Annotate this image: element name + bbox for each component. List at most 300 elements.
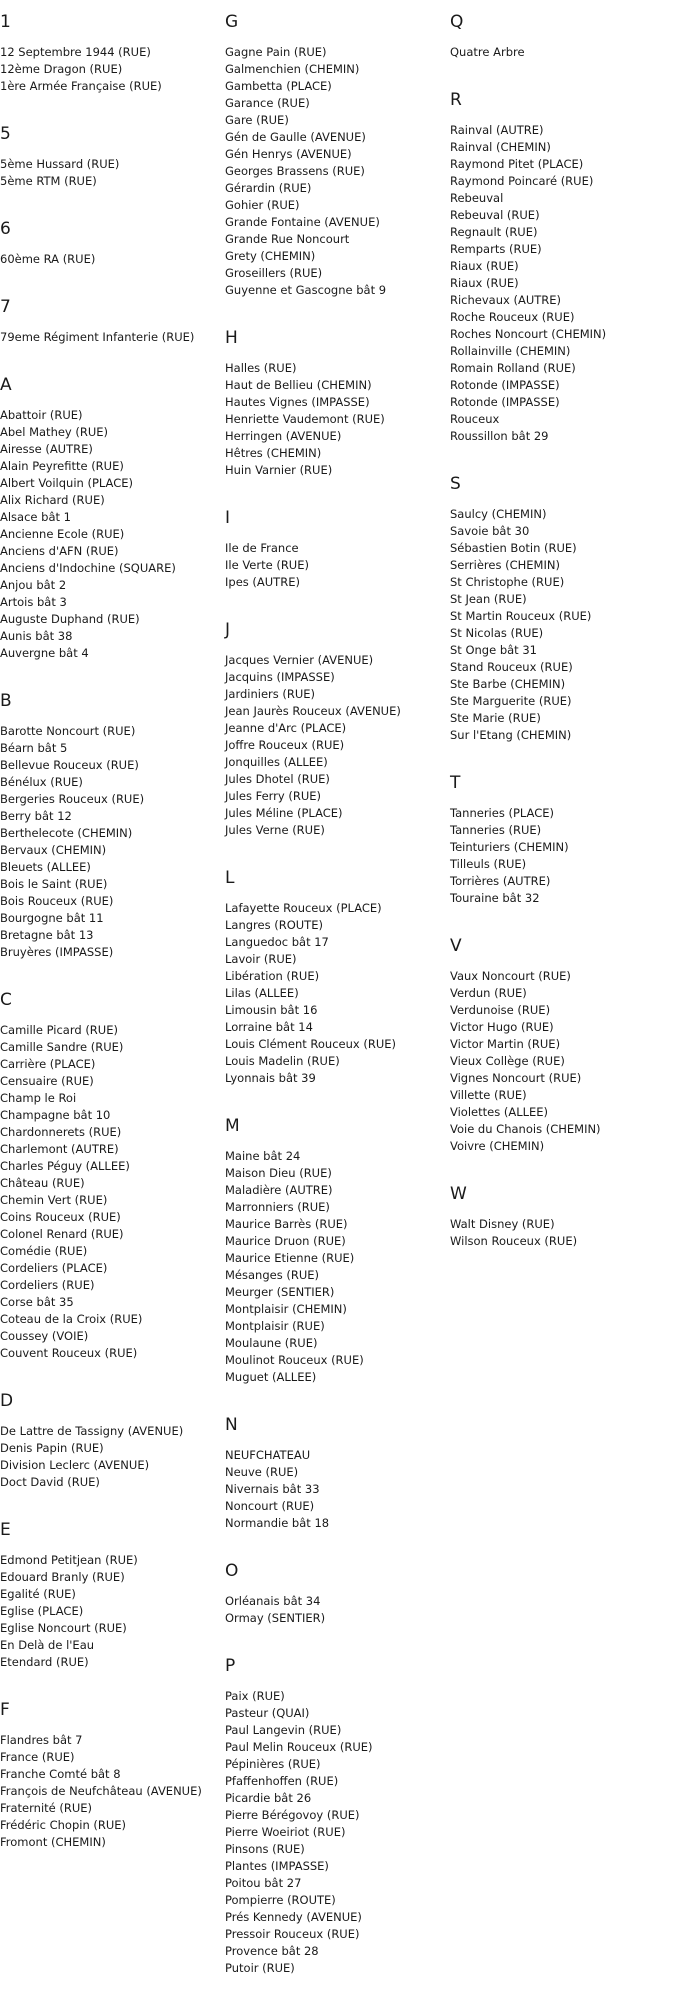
street-link[interactable]: Franche Comté bât 8: [0, 1767, 121, 1781]
street-list-item: [225, 754, 445, 771]
street-link[interactable]: Roches Noncourt (CHEMIN): [450, 327, 607, 341]
street-list-item: [450, 540, 670, 557]
street-link[interactable]: Riaux (RUE): [450, 259, 519, 273]
street-link[interactable]: Doct David (RUE): [0, 1475, 100, 1489]
street-link[interactable]: Wilson Rouceux (RUE): [450, 1234, 578, 1248]
street-list-item: [0, 526, 220, 543]
street-link[interactable]: Grande Rue Noncourt: [225, 232, 350, 246]
street-link[interactable]: Marronniers (RUE): [225, 1200, 330, 1214]
street-list-item: [225, 1352, 445, 1369]
street-list-item: [0, 1226, 220, 1243]
street-link[interactable]: Lilas (ALLEE): [225, 986, 299, 1000]
street-link[interactable]: Ile de France: [225, 541, 299, 555]
section-letter-heading: S: [450, 474, 461, 494]
street-link[interactable]: 60ème RA (RUE): [0, 252, 96, 266]
street-link[interactable]: Charlemont (AUTRE): [0, 1142, 119, 1156]
street-link[interactable]: Jules Verne (RUE): [225, 823, 325, 837]
street-link[interactable]: Regnault (RUE): [450, 225, 538, 239]
street-list-item: [225, 1756, 445, 1773]
street-list-item: [225, 703, 445, 720]
street-link[interactable]: Coteau de la Croix (RUE): [0, 1312, 143, 1326]
street-link[interactable]: François de Neufchâteau (AVENUE): [0, 1784, 202, 1798]
street-list: [225, 1688, 445, 1977]
street-link[interactable]: Louis Clément Rouceux (RUE): [225, 1037, 396, 1051]
street-link[interactable]: Barotte Noncourt (RUE): [0, 724, 136, 738]
street-link[interactable]: Touraine bât 32: [450, 891, 540, 905]
street-list-item: [225, 394, 445, 411]
street-list-item: [225, 1250, 445, 1267]
street-list-item: [0, 628, 220, 645]
street-link[interactable]: Mésanges (RUE): [225, 1268, 319, 1282]
street-list-item: [450, 822, 670, 839]
street-list-item: [225, 934, 445, 951]
street-link[interactable]: Quatre Arbre: [450, 45, 525, 59]
street-link[interactable]: Berthelecote (CHEMIN): [0, 826, 133, 840]
street-link[interactable]: Lorraine bât 14: [225, 1020, 313, 1034]
street-link[interactable]: Bergeries Rouceux (RUE): [0, 792, 145, 806]
street-link[interactable]: Ste Marie (RUE): [450, 711, 541, 725]
street-link[interactable]: Lafayette Rouceux (PLACE): [225, 901, 382, 915]
street-link[interactable]: Libération (RUE): [225, 969, 320, 983]
street-link[interactable]: Gare (RUE): [225, 113, 289, 127]
section-letter-heading: 5: [0, 124, 11, 144]
street-link[interactable]: Colonel Renard (RUE): [0, 1227, 124, 1241]
street-link[interactable]: St Martin Rouceux (RUE): [450, 609, 592, 623]
street-link[interactable]: Airesse (AUTRE): [0, 442, 93, 456]
street-link[interactable]: Fromont (CHEMIN): [0, 1835, 106, 1849]
letter-group: [450, 12, 670, 61]
street-link[interactable]: 5ème Hussard (RUE): [0, 157, 120, 171]
street-link[interactable]: Halles (RUE): [225, 361, 297, 375]
street-link[interactable]: Bruyères (IMPASSE): [0, 945, 114, 959]
street-link[interactable]: Meurger (SENTIER): [225, 1285, 335, 1299]
street-link[interactable]: 12 Septembre 1944 (RUE): [0, 45, 151, 59]
street-link[interactable]: Division Leclerc (AVENUE): [0, 1458, 150, 1472]
street-list-item: [450, 676, 670, 693]
section-letter-heading: A: [0, 375, 12, 395]
street-link[interactable]: Rainval (AUTRE): [450, 123, 544, 137]
street-link[interactable]: Maladière (AUTRE): [225, 1183, 333, 1197]
street-link[interactable]: Nivernais bât 33: [225, 1482, 320, 1496]
street-link[interactable]: Pinsons (RUE): [225, 1842, 305, 1856]
street-link[interactable]: Saulcy (CHEMIN): [450, 507, 547, 521]
street-link[interactable]: Walt Disney (RUE): [450, 1217, 555, 1231]
street-link[interactable]: Montplaisir (RUE): [225, 1319, 325, 1333]
street-link[interactable]: Alain Peyrefitte (RUE): [0, 459, 124, 473]
street-link[interactable]: Rollainville (CHEMIN): [450, 344, 571, 358]
street-list-item: [0, 1209, 220, 1226]
street-link[interactable]: Ancienne Ecole (RUE): [0, 527, 125, 541]
street-list-item: [0, 407, 220, 424]
street-link[interactable]: Rotonde (IMPASSE): [450, 378, 560, 392]
street-link[interactable]: Chemin Vert (RUE): [0, 1193, 108, 1207]
street-list-item: [225, 557, 445, 574]
street-link[interactable]: Ormay (SENTIER): [225, 1611, 326, 1625]
street-link[interactable]: Corse bât 35: [0, 1295, 74, 1309]
street-link[interactable]: Gagne Pain (RUE): [225, 45, 327, 59]
street-link[interactable]: Remparts (RUE): [450, 242, 542, 256]
street-link[interactable]: Maurice Druon (RUE): [225, 1234, 346, 1248]
street-link[interactable]: Stand Rouceux (RUE): [450, 660, 573, 674]
street-list-item: [225, 95, 445, 112]
street-list-item: [225, 737, 445, 754]
street-link[interactable]: Ste Marguerite (RUE): [450, 694, 572, 708]
street-link[interactable]: Gén Henrys (AVENUE): [225, 147, 352, 161]
street-link[interactable]: Sébastien Botin (RUE): [450, 541, 577, 555]
street-link[interactable]: Neuve (RUE): [225, 1465, 299, 1479]
street-link[interactable]: 5ème RTM (RUE): [0, 174, 97, 188]
street-link[interactable]: Egalité (RUE): [0, 1587, 76, 1601]
street-list-item: [225, 900, 445, 917]
street-link[interactable]: Paix (RUE): [225, 1689, 285, 1703]
street-link[interactable]: Langres (ROUTE): [225, 918, 323, 932]
street-link[interactable]: Ipes (AUTRE): [225, 575, 300, 589]
street-link[interactable]: Paul Langevin (RUE): [225, 1723, 342, 1737]
street-link[interactable]: Plantes (IMPASSE): [225, 1859, 329, 1873]
street-list-item: [0, 1552, 220, 1569]
street-list-item: [450, 156, 670, 173]
street-list-item: [450, 839, 670, 856]
street-link[interactable]: Gohier (RUE): [225, 198, 300, 212]
street-list-item: [0, 791, 220, 808]
street-link[interactable]: Putoir (RUE): [225, 1961, 295, 1975]
street-link[interactable]: Champ le Roi: [0, 1091, 77, 1105]
street-list-item: [225, 1892, 445, 1909]
street-link[interactable]: Anciens d'AFN (RUE): [0, 544, 119, 558]
street-link[interactable]: Languedoc bât 17: [225, 935, 329, 949]
street-link[interactable]: Torrières (AUTRE): [450, 874, 551, 888]
street-link[interactable]: Vignes Noncourt (RUE): [450, 1071, 582, 1085]
street-link[interactable]: Haut de Bellieu (CHEMIN): [225, 378, 372, 392]
street-list-item: [450, 1216, 670, 1233]
street-link[interactable]: 1ère Armée Française (RUE): [0, 79, 162, 93]
street-list-item: [0, 1345, 220, 1362]
street-link[interactable]: Normandie bât 18: [225, 1516, 330, 1530]
street-link[interactable]: Bervaux (CHEMIN): [0, 843, 107, 857]
street-link[interactable]: Grande Fontaine (AVENUE): [225, 215, 380, 229]
street-link[interactable]: Jacques Vernier (AVENUE): [225, 653, 374, 667]
street-list-item: [225, 1909, 445, 1926]
street-link[interactable]: Jean Jaurès Rouceux (AVENUE): [225, 704, 401, 718]
street-link[interactable]: Maine bât 24: [225, 1149, 301, 1163]
letter-group: [225, 508, 445, 591]
street-link[interactable]: Maurice Etienne (RUE): [225, 1251, 355, 1265]
street-link[interactable]: Lyonnais bât 39: [225, 1071, 316, 1085]
street-link[interactable]: Jules Dhotel (RUE): [225, 772, 330, 786]
street-link[interactable]: Guyenne et Gascogne bât 9: [225, 283, 387, 297]
street-list-item: [225, 1335, 445, 1352]
street-link[interactable]: Berry bât 12: [0, 809, 72, 823]
street-link[interactable]: Rebeuval (RUE): [450, 208, 540, 222]
street-link[interactable]: Bretagne bât 13: [0, 928, 94, 942]
street-link[interactable]: Bourgogne bât 11: [0, 911, 104, 925]
street-link[interactable]: Verdunoise (RUE): [450, 1003, 551, 1017]
street-link[interactable]: Tilleuls (RUE): [450, 857, 527, 871]
street-link[interactable]: Villette (RUE): [450, 1088, 527, 1102]
street-link[interactable]: Eglise (PLACE): [0, 1604, 84, 1618]
street-link[interactable]: De Lattre de Tassigny (AVENUE): [0, 1424, 184, 1438]
street-link[interactable]: Verdun (RUE): [450, 986, 527, 1000]
street-list-item: [450, 890, 670, 907]
street-link[interactable]: Frédéric Chopin (RUE): [0, 1818, 127, 1832]
street-list-item: [0, 611, 220, 628]
street-link[interactable]: Limousin bât 16: [225, 1003, 318, 1017]
street-link[interactable]: Champagne bât 10: [0, 1108, 111, 1122]
street-list-item: [225, 1199, 445, 1216]
street-link[interactable]: Hautes Vignes (IMPASSE): [225, 395, 370, 409]
letter-group: [225, 620, 445, 839]
street-link[interactable]: Ile Verte (RUE): [225, 558, 309, 572]
street-link[interactable]: Auvergne bât 4: [0, 646, 89, 660]
street-link[interactable]: Rotonde (IMPASSE): [450, 395, 560, 409]
street-list-item: [0, 1294, 220, 1311]
street-list-item: [225, 968, 445, 985]
street-link[interactable]: Savoie bât 30: [450, 524, 530, 538]
street-link[interactable]: Sur l'Etang (CHEMIN): [450, 728, 572, 742]
street-list-item: [225, 197, 445, 214]
street-link[interactable]: France (RUE): [0, 1750, 75, 1764]
street-link[interactable]: Gambetta (PLACE): [225, 79, 332, 93]
street-list-item: [225, 1790, 445, 1807]
street-list-item: [0, 458, 220, 475]
street-link[interactable]: Auguste Duphand (RUE): [0, 612, 140, 626]
street-link[interactable]: Maurice Barrès (RUE): [225, 1217, 348, 1231]
street-link[interactable]: En Delà de l'Eau: [0, 1638, 95, 1652]
section-letter-heading: L: [225, 868, 235, 888]
street-link[interactable]: Eglise Noncourt (RUE): [0, 1621, 127, 1635]
letter-group: [0, 1520, 220, 1671]
street-link[interactable]: Denis Papin (RUE): [0, 1441, 104, 1455]
street-link[interactable]: Flandres bât 7: [0, 1733, 83, 1747]
street-list-item: [0, 173, 220, 190]
street-link[interactable]: Bois le Saint (RUE): [0, 877, 108, 891]
street-list-item: [225, 917, 445, 934]
street-link[interactable]: Hêtres (CHEMIN): [225, 446, 322, 460]
street-link[interactable]: Anciens d'Indochine (SQUARE): [0, 561, 176, 575]
letter-group: [0, 1700, 220, 1851]
street-link[interactable]: Montplaisir (CHEMIN): [225, 1302, 347, 1316]
street-link[interactable]: Bénélux (RUE): [0, 775, 83, 789]
street-link[interactable]: Abattoir (RUE): [0, 408, 83, 422]
street-link[interactable]: Pfaffenhoffen (RUE): [225, 1774, 339, 1788]
street-link[interactable]: Camille Picard (RUE): [0, 1023, 118, 1037]
street-list-item: [0, 1440, 220, 1457]
street-link[interactable]: Serrières (CHEMIN): [450, 558, 560, 572]
street-link[interactable]: Groseillers (RUE): [225, 266, 323, 280]
street-list-item: [0, 1328, 220, 1345]
street-link[interactable]: Herringen (AVENUE): [225, 429, 342, 443]
street-link[interactable]: Picardie bât 26: [225, 1791, 312, 1805]
street-link[interactable]: Prés Kennedy (AVENUE): [225, 1910, 362, 1924]
street-link[interactable]: Camille Sandre (RUE): [0, 1040, 124, 1054]
street-link[interactable]: Teinturiers (CHEMIN): [450, 840, 569, 854]
street-column-3: [450, 12, 670, 1279]
street-link[interactable]: Jules Méline (PLACE): [225, 806, 343, 820]
street-link[interactable]: Garance (RUE): [225, 96, 310, 110]
street-link[interactable]: Couvent Rouceux (RUE): [0, 1346, 138, 1360]
street-link[interactable]: Coussey (VOIE): [0, 1329, 89, 1343]
street-link[interactable]: Huin Varnier (RUE): [225, 463, 333, 477]
street-list: [0, 156, 220, 190]
street-list-item: [0, 329, 220, 346]
street-link[interactable]: Jeanne d'Arc (PLACE): [225, 721, 347, 735]
street-link[interactable]: Albert Voilquin (PLACE): [0, 476, 133, 490]
street-link[interactable]: Gén de Gaulle (AVENUE): [225, 130, 366, 144]
street-link[interactable]: Noncourt (RUE): [225, 1499, 315, 1513]
street-list-item: [225, 540, 445, 557]
street-link[interactable]: Raymond Pitet (PLACE): [450, 157, 584, 171]
street-link[interactable]: Coins Rouceux (RUE): [0, 1210, 121, 1224]
street-link[interactable]: Jonquilles (ALLEE): [225, 755, 328, 769]
section-letter-heading: F: [0, 1700, 10, 1720]
street-link[interactable]: Vaux Noncourt (RUE): [450, 969, 571, 983]
street-link[interactable]: Bellevue Rouceux (RUE): [0, 758, 139, 772]
street-list: [225, 1447, 445, 1532]
street-list: [225, 540, 445, 591]
street-link[interactable]: Provence bât 28: [225, 1944, 319, 1958]
street-list-item: [225, 282, 445, 299]
street-link[interactable]: Roche Rouceux (RUE): [450, 310, 575, 324]
street-link[interactable]: Gérardin (RUE): [225, 181, 312, 195]
street-link[interactable]: Pierre Woeiriot (RUE): [225, 1825, 346, 1839]
street-list-item: [225, 428, 445, 445]
street-list-item: [225, 129, 445, 146]
street-link[interactable]: Joffre Rouceux (RUE): [225, 738, 345, 752]
street-list-item: [450, 394, 670, 411]
street-link[interactable]: Cordeliers (RUE): [0, 1278, 95, 1292]
street-link[interactable]: Rebeuval: [450, 191, 504, 205]
street-link[interactable]: Artois bât 3: [0, 595, 67, 609]
street-link[interactable]: Violettes (ALLEE): [450, 1105, 549, 1119]
street-list-item: [0, 910, 220, 927]
street-link[interactable]: Chardonnerets (RUE): [0, 1125, 122, 1139]
street-list-item: [225, 1705, 445, 1722]
street-link[interactable]: Moulaune (RUE): [225, 1336, 318, 1350]
street-link[interactable]: Edmond Petitjean (RUE): [0, 1553, 138, 1567]
street-link[interactable]: NEUFCHATEAU: [225, 1448, 311, 1462]
street-link[interactable]: 79eme Régiment Infanterie (RUE): [0, 330, 195, 344]
street-list-item: [0, 475, 220, 492]
street-link[interactable]: Romain Rolland (RUE): [450, 361, 576, 375]
street-list-item: [450, 985, 670, 1002]
street-list-item: [225, 1301, 445, 1318]
street-link[interactable]: Vieux Collège (RUE): [450, 1054, 565, 1068]
street-link[interactable]: Fraternité (RUE): [0, 1801, 93, 1815]
street-link[interactable]: Censuaire (RUE): [0, 1074, 94, 1088]
section-letter-heading: R: [450, 90, 462, 110]
street-link[interactable]: Tanneries (RUE): [450, 823, 542, 837]
section-letter-heading: D: [0, 1391, 14, 1411]
street-link[interactable]: St Nicolas (RUE): [450, 626, 544, 640]
street-list-item: [450, 224, 670, 241]
street-link[interactable]: Lavoir (RUE): [225, 952, 297, 966]
street-link[interactable]: Grety (CHEMIN): [225, 249, 316, 263]
street-link[interactable]: Comédie (RUE): [0, 1244, 88, 1258]
street-link[interactable]: Moulinot Rouceux (RUE): [225, 1353, 364, 1367]
street-link[interactable]: Roussillon bât 29: [450, 429, 549, 443]
street-link[interactable]: Pompierre (ROUTE): [225, 1893, 336, 1907]
street-link[interactable]: Pasteur (QUAI): [225, 1706, 310, 1720]
street-link[interactable]: Alix Richard (RUE): [0, 493, 105, 507]
street-link[interactable]: Abel Mathey (RUE): [0, 425, 109, 439]
street-link[interactable]: Pépinières (RUE): [225, 1757, 321, 1771]
street-link[interactable]: Richevaux (AUTRE): [450, 293, 562, 307]
street-link[interactable]: Rainval (CHEMIN): [450, 140, 551, 154]
street-link[interactable]: 12ème Dragon (RUE): [0, 62, 123, 76]
street-link[interactable]: Pierre Bérégovoy (RUE): [225, 1808, 360, 1822]
street-list-item: [225, 1841, 445, 1858]
street-link[interactable]: Cordeliers (PLACE): [0, 1261, 108, 1275]
street-list: [225, 360, 445, 479]
street-link[interactable]: Orléanais bât 34: [225, 1594, 321, 1608]
street-list-item: [225, 1233, 445, 1250]
street-list-item: [450, 1053, 670, 1070]
street-link[interactable]: Ste Barbe (CHEMIN): [450, 677, 566, 691]
street-link[interactable]: Château (RUE): [0, 1176, 85, 1190]
street-list-item: [225, 1593, 445, 1610]
street-link[interactable]: Georges Brassens (RUE): [225, 164, 365, 178]
section-letter-heading: 7: [0, 297, 11, 317]
street-link[interactable]: Maison Dieu (RUE): [225, 1166, 332, 1180]
street-link[interactable]: Jardiniers (RUE): [225, 687, 316, 701]
street-link[interactable]: Galmenchien (CHEMIN): [225, 62, 360, 76]
street-list-item: [0, 1141, 220, 1158]
street-link[interactable]: Riaux (RUE): [450, 276, 519, 290]
street-list-item: [450, 377, 670, 394]
street-link[interactable]: Béarn bât 5: [0, 741, 68, 755]
street-link[interactable]: Bois Rouceux (RUE): [0, 894, 114, 908]
street-link[interactable]: Alsace bât 1: [0, 510, 71, 524]
street-link[interactable]: Voie du Chanois (CHEMIN): [450, 1122, 601, 1136]
street-link[interactable]: Bleuets (ALLEE): [0, 860, 91, 874]
letter-group: [450, 1184, 670, 1250]
street-link[interactable]: Louis Madelin (RUE): [225, 1054, 340, 1068]
street-list-item: [225, 1182, 445, 1199]
street-link[interactable]: Voivre (CHEMIN): [450, 1139, 545, 1153]
street-list-item: [0, 842, 220, 859]
street-link[interactable]: Edouard Branly (RUE): [0, 1570, 125, 1584]
letter-group: [0, 990, 220, 1362]
street-link[interactable]: Rouceux: [450, 412, 500, 426]
street-link[interactable]: St Jean (RUE): [450, 592, 527, 606]
street-list: [0, 1022, 220, 1362]
street-link[interactable]: Pressoir Rouceux (RUE): [225, 1927, 360, 1941]
street-link[interactable]: Charles Péguy (ALLEE): [0, 1159, 130, 1173]
street-link[interactable]: Raymond Poincaré (RUE): [450, 174, 594, 188]
street-list-item: [0, 492, 220, 509]
street-list-item: [450, 173, 670, 190]
street-link[interactable]: Anjou bât 2: [0, 578, 67, 592]
street-link[interactable]: Jacquins (IMPASSE): [225, 670, 335, 684]
street-link[interactable]: Victor Martin (RUE): [450, 1037, 561, 1051]
street-link[interactable]: Aunis bât 38: [0, 629, 73, 643]
street-link[interactable]: Etendard (RUE): [0, 1655, 89, 1669]
street-link[interactable]: Tanneries (PLACE): [450, 806, 555, 820]
street-link[interactable]: Henriette Vaudemont (RUE): [225, 412, 385, 426]
street-list-item: [450, 44, 670, 61]
street-list-item: [225, 1318, 445, 1335]
street-link[interactable]: Poitou bât 27: [225, 1876, 302, 1890]
street-link[interactable]: Jules Ferry (RUE): [225, 789, 322, 803]
street-link[interactable]: St Onge bât 31: [450, 643, 537, 657]
street-link[interactable]: St Christophe (RUE): [450, 575, 565, 589]
street-link[interactable]: Victor Hugo (RUE): [450, 1020, 554, 1034]
street-list-item: [225, 1002, 445, 1019]
street-link[interactable]: Carrière (PLACE): [0, 1057, 96, 1071]
street-link[interactable]: Paul Melin Rouceux (RUE): [225, 1740, 373, 1754]
street-list-item: [225, 1875, 445, 1892]
street-link[interactable]: Muguet (ALLEE): [225, 1370, 317, 1384]
